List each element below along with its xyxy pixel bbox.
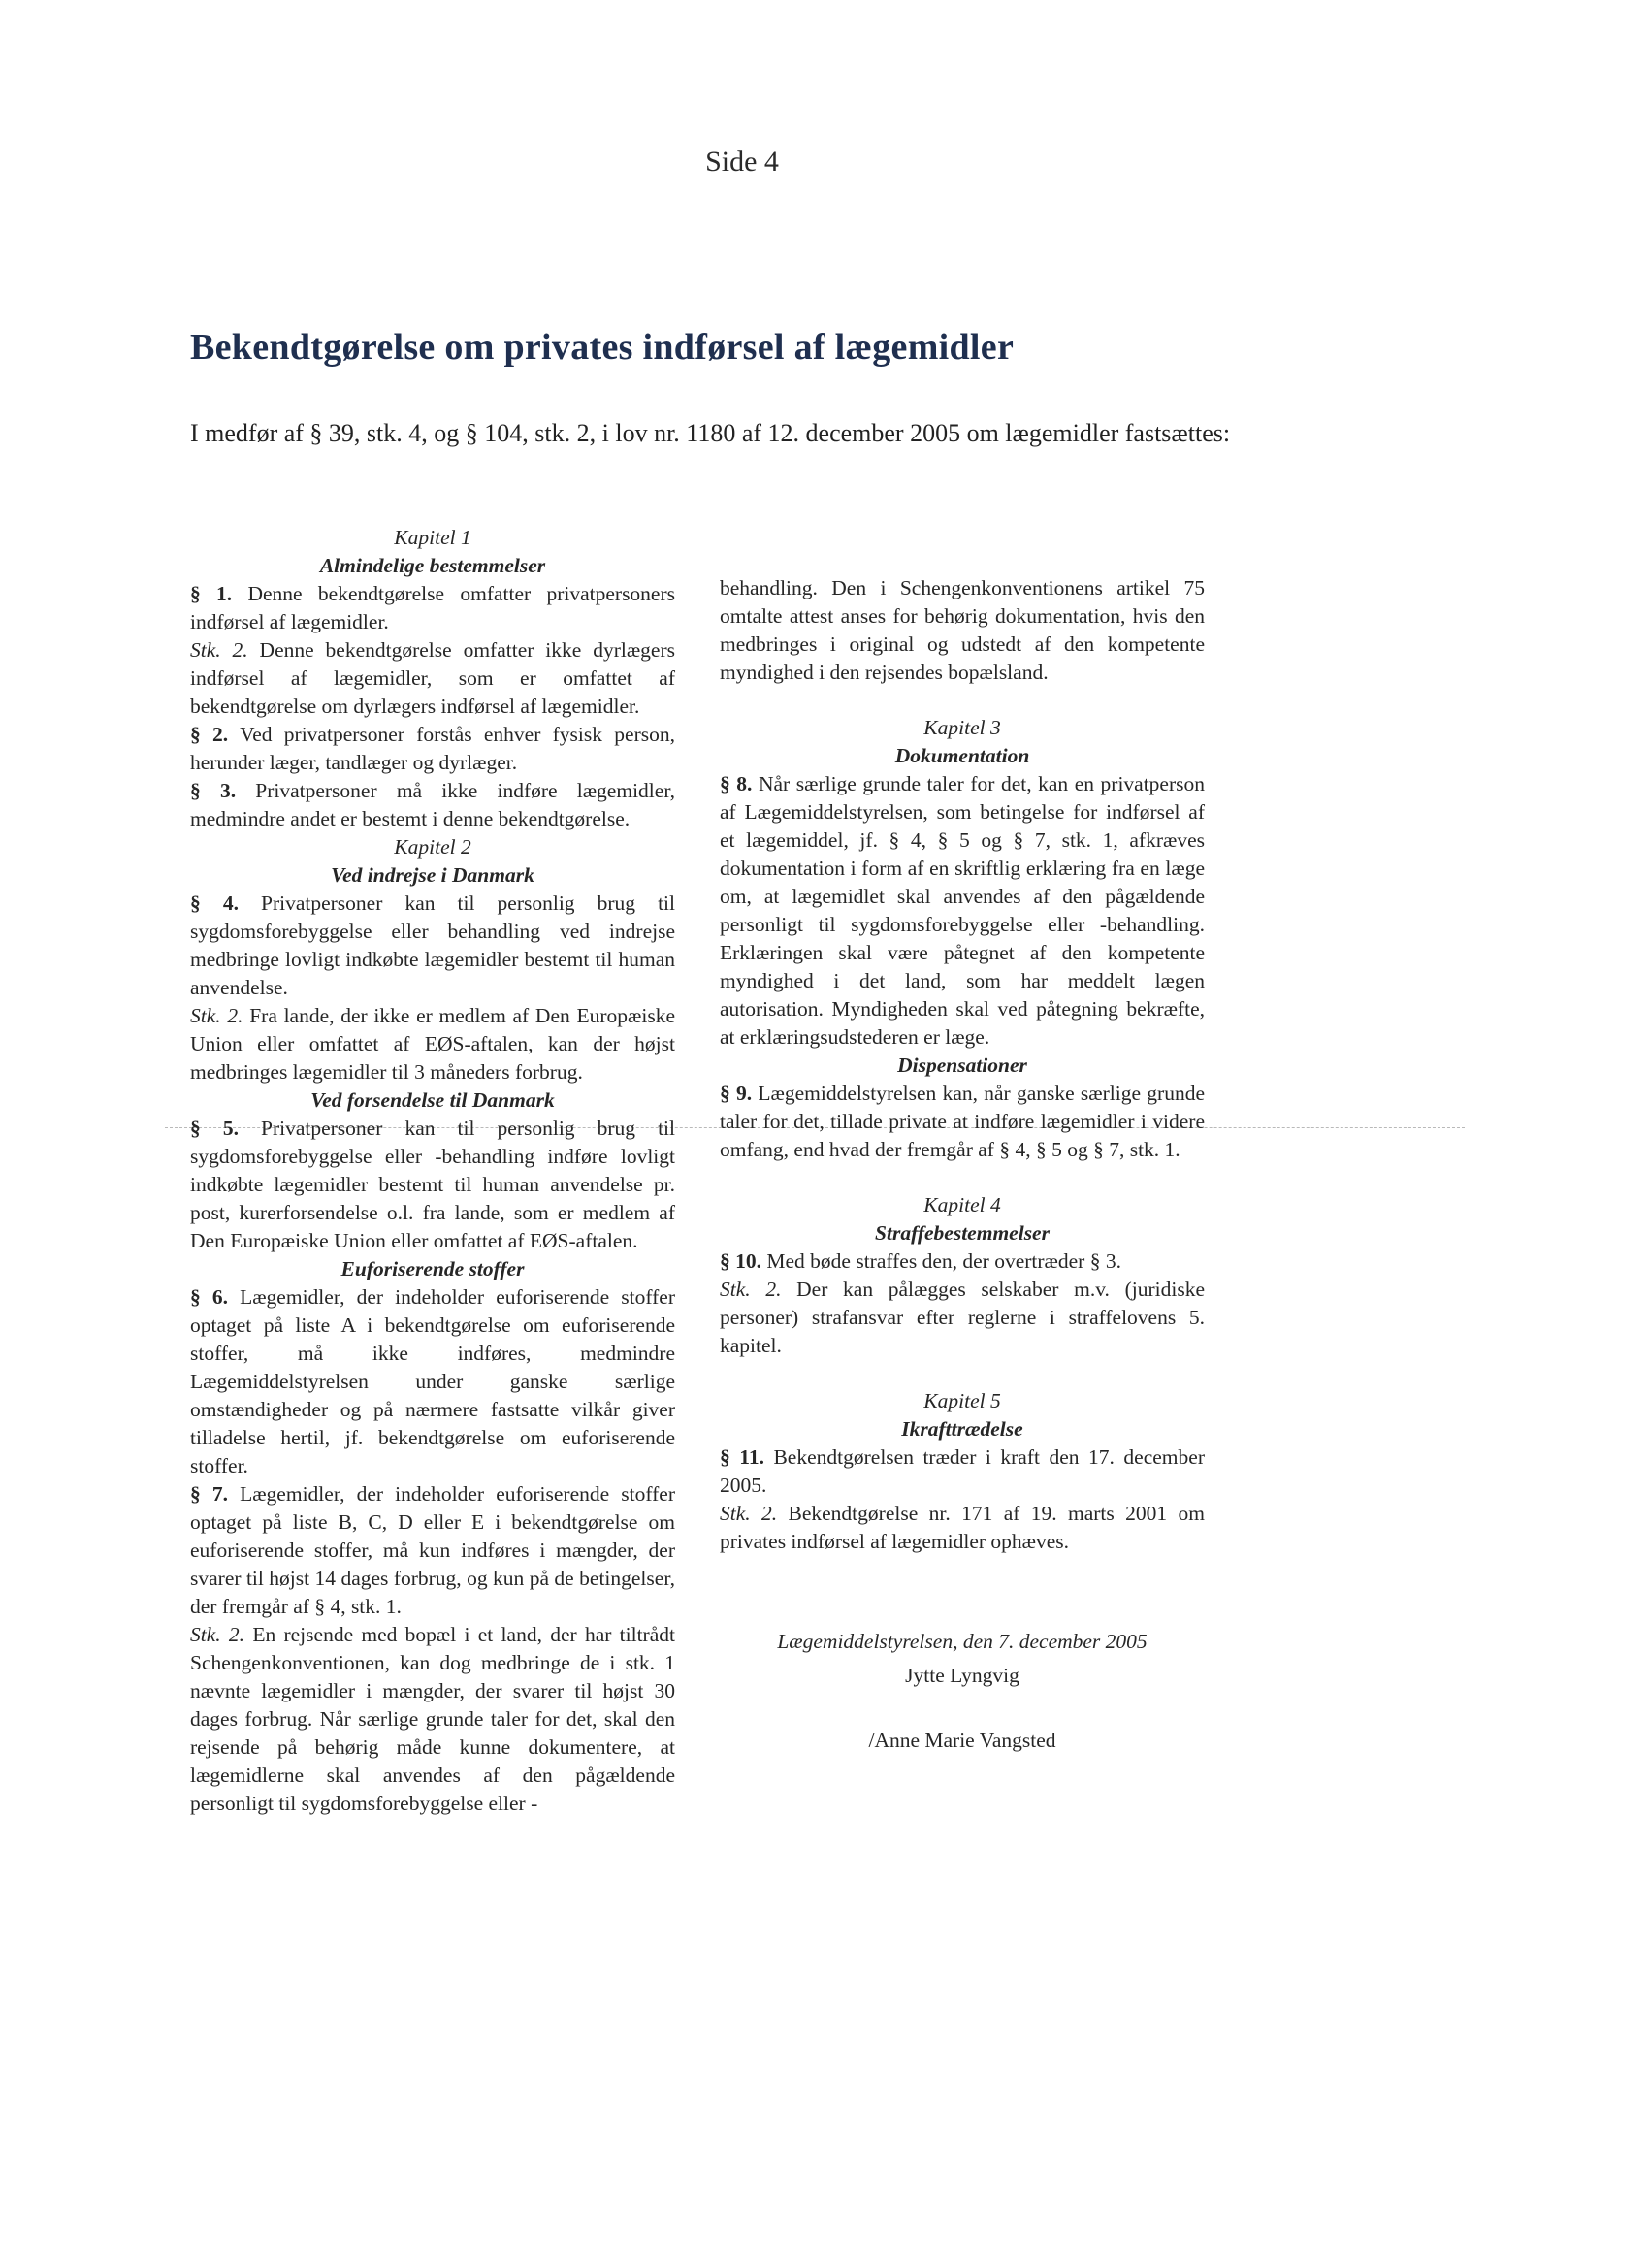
paragraph-10-stk2	[720, 1276, 1205, 1360]
paragraph-1-stk2	[190, 636, 675, 721]
chapter-5-heading: Kapitel 5	[923, 1389, 1001, 1412]
section-symbol: § 5.	[190, 1117, 239, 1140]
paragraph-text: Privatpersoner kan til personlig brug til sygdomsforebyggelse eller behandling ved indrejse medbringe lovligt indkøbte lægemidler bestemt til human anvendelse.	[190, 891, 675, 999]
paragraph-text: En rejsende med bopæl i et land, der har tiltrådt Schengenkonventionen, kan dog medbringe de i stk. 1 nævnte lægemidler i mængder, der svarer til højst 30 dages forbrug. Når særlige grunde taler for det, skal den rejsende på behørig måde kunne dokumentere, at lægemidlerne skal anvendes af den pågældende personligt til sygdomsforebyggelse eller -	[190, 1623, 675, 1815]
paragraph-text: Bekendtgørelsen træder i kraft den 17. december 2005.	[720, 1445, 1205, 1497]
paragraph-7	[190, 1480, 675, 1621]
paragraph-7-continued: behandling. Den i Schengenkonventionens artikel 75 omtalte attest anses for behørig dokumentation, hvis den medbringes i original og udstedt af den kompetente myndighed i den rejsendes bopælsland.	[720, 576, 1205, 684]
paragraph-10	[720, 1247, 1205, 1276]
paragraph-text: Der kan pålægges selskaber m.v. (juridiske personer) strafansvar efter reglerne i straffelovens 5. kapitel.	[720, 1278, 1205, 1357]
chapter-2-title: Ved indrejse i Danmark	[331, 863, 534, 887]
paragraph-4-stk2	[190, 1002, 675, 1086]
right-column	[720, 524, 1205, 1755]
paragraph-11	[720, 1443, 1205, 1500]
chapter-1-title: Almindelige bestemmelser	[319, 554, 546, 577]
stk-label: Stk. 2.	[190, 1004, 243, 1027]
stk-label: Stk. 2.	[190, 1623, 245, 1646]
paragraph-text: Når særlige grunde taler for det, kan en privatperson af Lægemiddelstyrelsen, som betingelse for indførsel af et lægemiddel, jf. § 4, § 5 og § 7, stk. 1, afkræves dokumentation i form af en skriftlig erklæring fra en læge om, at lægemidlet skal anvendes af den pågældende personligt til sygdomsforebyggelse eller -behandling. Erklæringen skal være påtegnet af den kompetente myndighed i det land, som har meddelt lægen autorisation. Myndigheden skal ved påtegning bekræfte, at erklæringsudstederen er læge.	[720, 772, 1206, 1049]
paragraph-9	[720, 1080, 1205, 1164]
paragraph-1	[190, 580, 675, 636]
section-symbol: § 1.	[190, 582, 233, 605]
section-symbol: § 10.	[720, 1249, 761, 1273]
paragraph-5	[190, 1115, 675, 1255]
section-symbol: § 9.	[720, 1082, 753, 1105]
paragraph-3	[190, 777, 675, 833]
section-symbol: § 8.	[720, 772, 753, 795]
signature-name-1: Jytte Lyngvig	[905, 1664, 1019, 1687]
page-number: Side 4	[705, 146, 779, 178]
chapter-3-heading: Kapitel 3	[923, 716, 1001, 739]
paragraph-6	[190, 1283, 675, 1480]
paragraph-text: Lægemiddelstyrelsen kan, når ganske særlige grunde taler for det, tillade private at indføre lægemidler i videre omfang, end hvad der fremgår af § 4, § 5 og § 7, stk. 1.	[720, 1082, 1205, 1161]
stk-label: Stk. 2.	[720, 1278, 782, 1301]
paragraph-text: Privatpersoner kan til personlig brug til sygdomsforebyggelse eller -behandling indføre lovligt indkøbte lægemidler bestemt til human anvendelse pr. post, kurerforsendelse o.l. fra lande, som er medlem af Den Europæiske Union eller omfattet af EØS-aftalen.	[190, 1117, 675, 1252]
section-symbol: § 2.	[190, 723, 229, 746]
section-symbol: § 11.	[720, 1445, 764, 1469]
document-title: Bekendtgørelse om privates indførsel af lægemidler	[190, 327, 1015, 368]
subsection-title-forsendelse: Ved forsendelse til Danmark	[310, 1088, 555, 1112]
paragraph-text: Ved privatpersoner forstås enhver fysisk person, herunder læger, tandlæger og dyrlæger.	[190, 723, 675, 774]
section-symbol: § 4.	[190, 891, 239, 915]
paragraph-11-stk2	[720, 1500, 1205, 1556]
signature-name-2: /Anne Marie Vangsted	[868, 1729, 1056, 1752]
subsection-title-dispensationer: Dispensationer	[897, 1053, 1027, 1077]
chapter-3-title: Dokumentation	[894, 744, 1030, 767]
paragraph-7-stk2	[190, 1621, 675, 1818]
paragraph-2	[190, 721, 675, 777]
chapter-4-title: Straffebestemmelser	[875, 1221, 1050, 1245]
signature-agency-date: Lægemiddelstyrelsen, den 7. december 2005	[777, 1630, 1148, 1653]
left-column	[190, 524, 675, 1818]
paragraph-text: Bekendtgørelse nr. 171 af 19. marts 2001 om privates indførsel af lægemidler ophæves.	[720, 1502, 1205, 1553]
preamble: I medfør af § 39, stk. 4, og § 104, stk. 2, i lov nr. 1180 af 12. december 2005 om lægemidler fastsættes:	[190, 419, 1231, 447]
paragraph-8	[720, 770, 1205, 1052]
section-symbol: § 7.	[190, 1482, 228, 1506]
chapter-1-heading: Kapitel 1	[394, 526, 471, 549]
stk-label: Stk. 2.	[720, 1502, 778, 1525]
chapter-4-heading: Kapitel 4	[923, 1193, 1001, 1216]
paragraph-text: Med bøde straffes den, der overtræder § 3.	[761, 1249, 1121, 1273]
paragraph-text: Fra lande, der ikke er medlem af Den Europæiske Union eller omfattet af EØS-aftalen, kan der højst medbringes lægemidler til 3 måneders forbrug.	[190, 1004, 675, 1084]
paragraph-text: Denne bekendtgørelse omfatter ikke dyrlægers indførsel af lægemidler, som er omfattet af bekendtgørelse om dyrlægers indførsel af lægemidler.	[190, 638, 675, 718]
paragraph-text: Lægemidler, der indeholder euforiserende stoffer optaget på liste B, C, D eller E i bekendtgørelse om euforiserende stoffer, må kun indføres i mængder, der svarer til højst 14 dages forbrug, og kun på de betingelser, der fremgår af § 4, stk. 1.	[190, 1482, 676, 1618]
paragraph-text: Privatpersoner må ikke indføre lægemidler, medmindre andet er bestemt i denne bekendtgørelse.	[190, 779, 675, 830]
paragraph-4	[190, 890, 675, 1002]
chapter-2-heading: Kapitel 2	[394, 835, 471, 859]
chapter-5-title: Ikrafttrædelse	[901, 1417, 1023, 1441]
stk-label: Stk. 2.	[190, 638, 248, 662]
section-symbol: § 6.	[190, 1285, 228, 1309]
paragraph-text: Lægemidler, der indeholder euforiserende stoffer optaget på liste A i bekendtgørelse om euforiserende stoffer, må ikke indføres, medmindre Lægemiddelstyrelsen under ganske særlige omstændigheder og på nærmere fastsatte vilkår giver tilladelse hertil, jf. bekendtgørelse om euforiserende stoffer.	[190, 1285, 676, 1477]
paragraph-text: Denne bekendtgørelse omfatter privatpersoners indførsel af lægemidler.	[190, 582, 676, 633]
subsection-title-euforiserende: Euforiserende stoffer	[340, 1257, 525, 1280]
section-symbol: § 3.	[190, 779, 237, 802]
